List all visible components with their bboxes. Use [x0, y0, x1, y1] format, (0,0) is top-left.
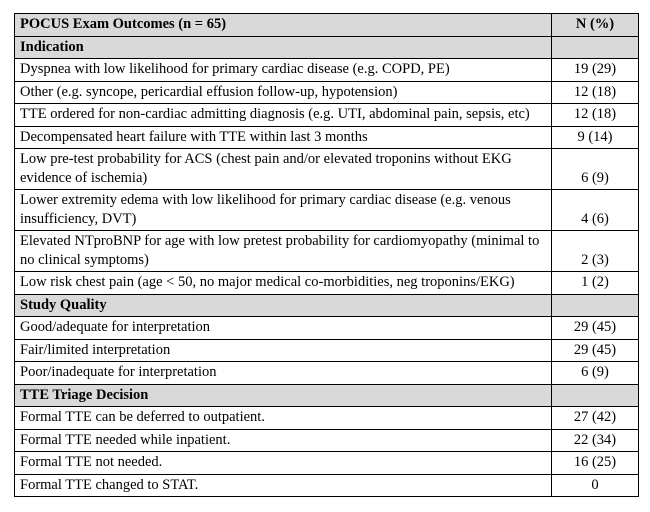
section-tte-triage: [15, 384, 639, 407]
section-study-quality: [15, 294, 639, 317]
row-label: Formal TTE not needed.: [15, 452, 552, 475]
outcomes-table: [14, 13, 639, 497]
row-value: 2 (3): [552, 231, 639, 272]
row-label: TTE ordered for non-cardiac admitting diagnosis (e.g. UTI, abdominal pain, sepsis, etc): [15, 104, 552, 127]
table-row: [15, 474, 639, 497]
row-label: Formal TTE needed while inpatient.: [15, 429, 552, 452]
row-label: Poor/inadequate for interpretation: [15, 362, 552, 385]
table-row: [15, 59, 639, 82]
row-label: Fair/limited interpretation: [15, 339, 552, 362]
row-value: 12 (18): [552, 81, 639, 104]
row-value: 29 (45): [552, 339, 639, 362]
header-label: POCUS Exam Outcomes (n = 65): [15, 14, 552, 37]
table-row: [15, 452, 639, 475]
table-row: [15, 272, 639, 295]
row-label: Good/adequate for interpretation: [15, 317, 552, 340]
section-title: Indication: [15, 36, 552, 59]
row-label: Lower extremity edema with low likelihood for primary cardiac disease (e.g. venous insufficiency, DVT): [15, 190, 552, 231]
table-row: [15, 149, 639, 190]
section-title: TTE Triage Decision: [15, 384, 552, 407]
table-row: [15, 190, 639, 231]
table-row: [15, 362, 639, 385]
table-row: [15, 81, 639, 104]
table-row: [15, 317, 639, 340]
row-value: 6 (9): [552, 362, 639, 385]
table-row: [15, 407, 639, 430]
row-value: 0: [552, 474, 639, 497]
row-label: Low pre-test probability for ACS (chest pain and/or elevated troponins without EKG evidence of ischemia): [15, 149, 552, 190]
row-label: Formal TTE changed to STAT.: [15, 474, 552, 497]
section-title: Study Quality: [15, 294, 552, 317]
table-row: [15, 429, 639, 452]
row-value: 22 (34): [552, 429, 639, 452]
row-label: Decompensated heart failure with TTE within last 3 months: [15, 126, 552, 149]
row-label: Dyspnea with low likelihood for primary cardiac disease (e.g. COPD, PE): [15, 59, 552, 82]
table-row: [15, 231, 639, 272]
row-value: 12 (18): [552, 104, 639, 127]
table-row: [15, 339, 639, 362]
row-label: Low risk chest pain (age < 50, no major medical co-morbidities, neg troponins/EKG): [15, 272, 552, 295]
row-value: 1 (2): [552, 272, 639, 295]
row-value: 9 (14): [552, 126, 639, 149]
row-value: 6 (9): [552, 149, 639, 190]
row-value: 4 (6): [552, 190, 639, 231]
row-label: Elevated NTproBNP for age with low pretest probability for cardiomyopathy (minimal to no clinical symptoms): [15, 231, 552, 272]
table-row: [15, 104, 639, 127]
row-label: Formal TTE can be deferred to outpatient.: [15, 407, 552, 430]
row-value: 29 (45): [552, 317, 639, 340]
header-value: N (%): [552, 14, 639, 37]
row-value: 16 (25): [552, 452, 639, 475]
table-row: [15, 126, 639, 149]
table-header-row: [15, 14, 639, 37]
row-value: 19 (29): [552, 59, 639, 82]
row-value: 27 (42): [552, 407, 639, 430]
row-label: Other (e.g. syncope, pericardial effusion follow-up, hypotension): [15, 81, 552, 104]
section-indication: [15, 36, 639, 59]
